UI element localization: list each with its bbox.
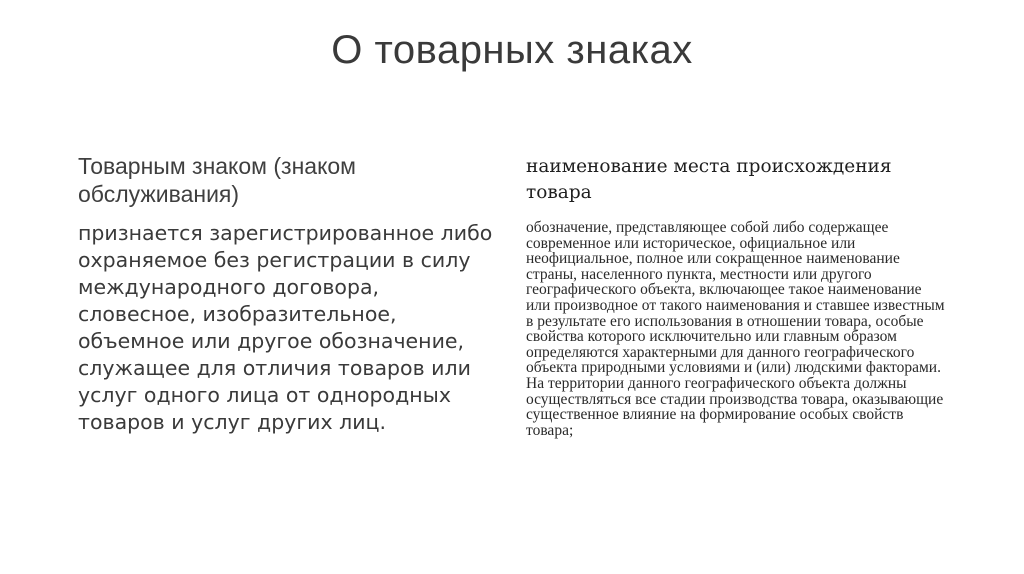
trademark-definition: признается зарегистрированное либо охраняемое без регистрации в силу международного договора, словесное, изобразительное, объемное или другое обозначение, служащее для отличия товаров или услуг одного лица от однородных товаров и услуг других лиц.: [78, 221, 493, 434]
slide-title: О товарных знаках: [331, 28, 693, 72]
right-column: [526, 154, 946, 438]
trademark-heading: Товарным знаком (знаком обслуживания): [78, 153, 356, 207]
left-column: [78, 152, 498, 436]
origin-definition: обозначение, представляющее собой либо содержащее современное или историческое, официальное или неофициальное, полное или сокращенное наименование страны, населенного пункта, местности или другого географического объекта, включающее такое наименование или производное от такого наименования и ставшее известным в результате его использования в отношении товара, особые свойства которого исключительно или главным образом определяются характерными для данного географического объекта природными условиями и (или) людскими факторами. На территории данного географического объекта должны осуществляться все стадии производства товара, оказывающие существенное влияние на формирование особых свойств товара;: [526, 219, 945, 439]
origin-heading: наименование места происхождения товара: [526, 156, 892, 203]
